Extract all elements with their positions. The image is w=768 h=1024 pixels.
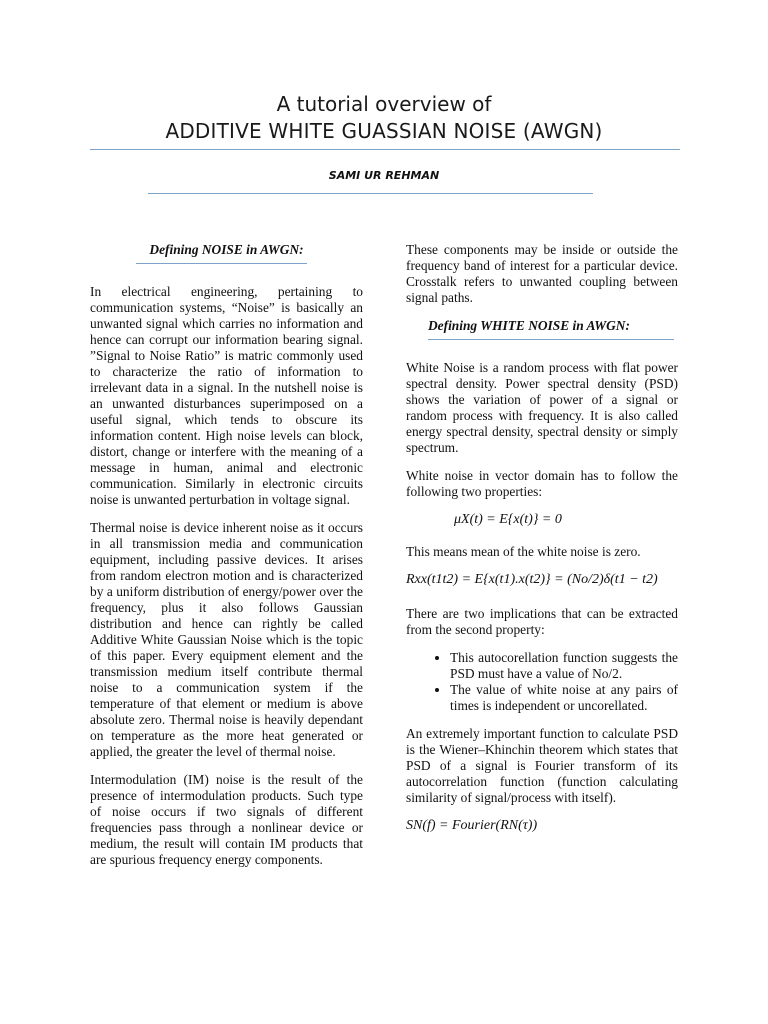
paragraph-implications: There are two implications that can be extracted from the second property: <box>406 606 678 637</box>
paragraph-mean-zero: This means mean of the white noise is zero. <box>406 544 641 559</box>
equation-mean: μX(t) = E{x(t)} = 0 <box>454 512 562 527</box>
paragraph-crosstalk: These components may be inside or outside the frequency band of interest for a particular device. Crosstalk refers to unwanted coupling between signal paths. <box>406 242 678 305</box>
left-column <box>90 242 363 880</box>
section-heading-white-noise: Defining WHITE NOISE in AWGN: <box>428 318 630 333</box>
paragraph-white-noise: White Noise is a random process with flat power spectral density. Power spectral density (PSD) shows the variation of power of a signal or random process with frequency. It is also called energy spectral density, spectral density or simply spectrum. <box>406 360 678 455</box>
author-name: SAMI UR REHMAN <box>328 169 440 182</box>
paragraph-thermal-noise: Thermal noise is device inherent noise as it occurs in all transmission media and communication equipment, including passive devices. It arises from random electron motion and is characterized by a uniform distribution of energy/power over the frequency, plus it also follows Gaussian distribution and hence can rightly be called Additive White Gaussian Noise which is the topic of this paper. Every equipment element and the transmission medium itself contribute thermal noise to a communication system if the temperature of that element or medium is above absolute zero. Thermal noise is heavily dependant on temperature as the more heat generated or applied, the greater the level of thermal noise. <box>90 520 363 759</box>
list-item: • This autocorellation function suggests the PSD must have a value of No/2. <box>450 650 678 682</box>
title-line-1: A tutorial overview of <box>276 92 492 116</box>
paragraph-wiener-khinchin: An extremely important function to calculate PSD is the Wiener–Khinchin theorem which states that PSD of a signal is Fourier transform of its autocorrelation function (function calculating similarity of signal/process with itself). <box>406 726 678 805</box>
author-divider <box>148 193 593 194</box>
title-line-2: ADDITIVE WHITE GUASSIAN NOISE (AWGN) <box>165 119 603 143</box>
title-divider <box>90 149 680 150</box>
section-heading-noise: Defining NOISE in AWGN: <box>149 242 304 257</box>
equation-autocorrelation: Rxx(t1t2) = E{x(t1).x(t2)} = (No/2)δ(t1 − t2) <box>406 572 658 587</box>
heading-underline <box>428 339 674 340</box>
equation-psd: SN(f) = Fourier(RN(τ)) <box>406 818 538 833</box>
implications-list <box>406 650 678 714</box>
paragraph-noise-definition: In electrical engineering, pertaining to communication systems, “Noise” is basically an unwanted signal which carries no information and hence can corrupt our information bearing signal. ”Signal to Noise Ratio” is matric commonly used to characterize the ratio of information to irrelevant data in a signal. In the nutshell noise is an unwanted disturbances superimposed on a useful signal, which tends to obscure its information content. High noise levels can block, distort, change or interfere with the meaning of a message in human, animal and electronic communication. Similarly in electronic circuits noise is unwanted perturbation in voltage signal. <box>90 284 363 507</box>
right-column <box>406 242 678 848</box>
paragraph-vector-domain: White noise in vector domain has to follow the following two properties: <box>406 468 678 499</box>
paragraph-intermodulation: Intermodulation (IM) noise is the result of the presence of intermodulation products. Such type of noise occurs if two signals of different frequencies pass through a nonlinear device or medium, the result will contain IM products that are spurious frequency energy components. <box>90 772 363 867</box>
list-item: • The value of white noise at any pairs of times is independent or uncorellated. <box>450 682 678 714</box>
heading-underline <box>136 263 307 264</box>
